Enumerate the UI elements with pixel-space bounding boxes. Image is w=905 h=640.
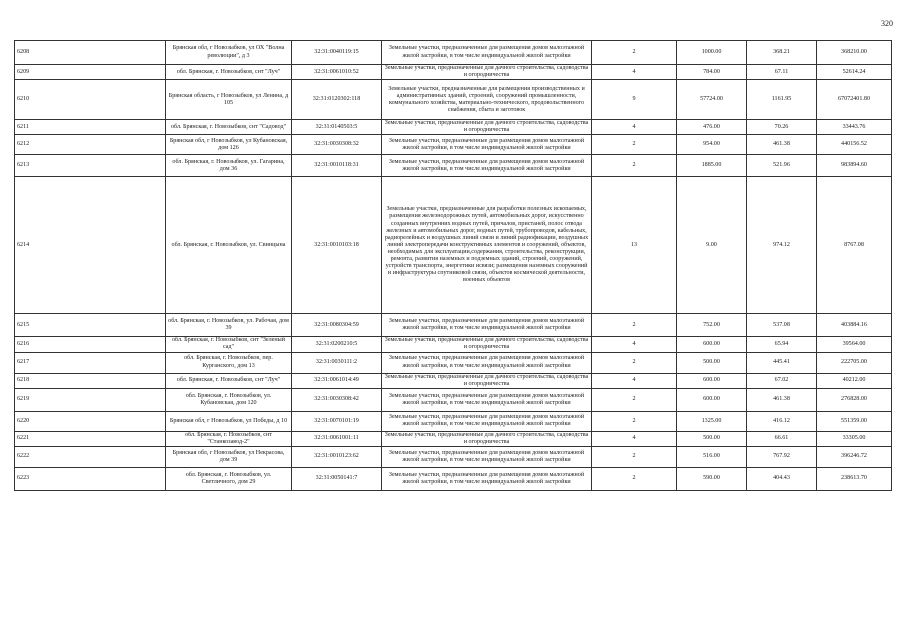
- table-row: [15, 120, 892, 135]
- area-cell: 752.00: [677, 314, 747, 337]
- area-cell: 600.00: [677, 373, 747, 388]
- table-row: [15, 352, 892, 373]
- cadastral-value-cell: 551359.00: [817, 411, 892, 431]
- cadastral-number-cell: 32:31:0050141:7: [292, 467, 382, 490]
- table-row: [15, 65, 892, 80]
- cadastral-number-cell: 32:31:0010118:31: [292, 155, 382, 177]
- specific-value-cell: 416.12: [747, 411, 817, 431]
- table-row: [15, 135, 892, 155]
- land-use-cell: Земельные участки, предназначенные для размещения производственных и административных зданий, строений, сооружений промышленности, коммунального хозяйства, материально-технического, продовольственного снабжения, сбыта и заготовок: [382, 80, 592, 120]
- group-number-cell: 2: [592, 155, 677, 177]
- table-row: [15, 155, 892, 177]
- cadastral-value-cell: 983894.60: [817, 155, 892, 177]
- land-use-cell: Земельные участки, предназначенные для размещения домов малоэтажной жилой застройки, в том числе индивидуальной жилой застройки: [382, 135, 592, 155]
- land-use-cell: Земельные участки, предназначенные для размещения домов малоэтажной жилой застройки, в том числе индивидуальной жилой застройки: [382, 155, 592, 177]
- specific-value-cell: 974.12: [747, 177, 817, 314]
- cadastral-value-cell: 33443.76: [817, 120, 892, 135]
- specific-value-cell: 70.26: [747, 120, 817, 135]
- address-cell: Брянская область, г Новозыбков, ул Ленина, д 105: [166, 80, 292, 120]
- table-row: [15, 411, 892, 431]
- cadastral-value-cell: 276828.00: [817, 388, 892, 411]
- group-number-cell: 2: [592, 352, 677, 373]
- area-cell: 516.00: [677, 446, 747, 467]
- cadastral-number-cell: 32:31:0040119:15: [292, 41, 382, 65]
- group-number-cell: 4: [592, 65, 677, 80]
- area-cell: 1325.00: [677, 411, 747, 431]
- group-number-cell: 4: [592, 373, 677, 388]
- area-cell: 954.00: [677, 135, 747, 155]
- cadastral-number-cell: 32:31:0030308:42: [292, 388, 382, 411]
- land-use-cell: Земельные участки, предназначенные для размещения домов малоэтажной жилой застройки, в том числе индивидуальной жилой застройки: [382, 41, 592, 65]
- cadastral-value-cell: 39564.00: [817, 337, 892, 352]
- cadastral-number-cell: 32:31:0070101:19: [292, 411, 382, 431]
- land-use-cell: Земельные участки, предназначенные для размещения домов малоэтажной жилой застройки, в том числе индивидуальной жилой застройки: [382, 388, 592, 411]
- table-row: [15, 373, 892, 388]
- row-number: 6221: [15, 431, 166, 446]
- area-cell: 476.00: [677, 120, 747, 135]
- land-use-cell: Земельные участки, предназначенные для дачного строительства, садоводства и огородничества: [382, 373, 592, 388]
- address-cell: обл. Брянская, г. Новозыбков, снт "Станкозавод-2": [166, 431, 292, 446]
- specific-value-cell: 67.11: [747, 65, 817, 80]
- land-use-cell: Земельные участки, предназначенные для размещения домов малоэтажной жилой застройки, в том числе индивидуальной жилой застройки: [382, 467, 592, 490]
- land-use-cell: Земельные участки, предназначенные для размещения домов малоэтажной жилой застройки, в том числе индивидуальной жилой застройки: [382, 314, 592, 337]
- cadastral-value-cell: 8767.08: [817, 177, 892, 314]
- row-number: 6211: [15, 120, 166, 135]
- address-cell: обл. Брянская, г. Новозыбков, ул. Светличного, дом 29: [166, 467, 292, 490]
- group-number-cell: 2: [592, 411, 677, 431]
- group-number-cell: 2: [592, 467, 677, 490]
- cadastral-value-cell: 33305.00: [817, 431, 892, 446]
- cadastral-number-cell: 32:31:0061001:11: [292, 431, 382, 446]
- page-number: 320: [881, 19, 893, 28]
- specific-value-cell: 461.38: [747, 135, 817, 155]
- land-use-cell: Земельные участки, предназначенные для дачного строительства, садоводства и огородничества: [382, 431, 592, 446]
- row-number: 6217: [15, 352, 166, 373]
- row-number: 6214: [15, 177, 166, 314]
- row-number: 6208: [15, 41, 166, 65]
- specific-value-cell: 404.43: [747, 467, 817, 490]
- row-number: 6216: [15, 337, 166, 352]
- land-use-cell: Земельные участки, предназначенные для размещения домов малоэтажной жилой застройки, в том числе индивидуальной жилой застройки: [382, 411, 592, 431]
- area-cell: 57724.00: [677, 80, 747, 120]
- table-row: [15, 467, 892, 490]
- specific-value-cell: 65.94: [747, 337, 817, 352]
- area-cell: 600.00: [677, 337, 747, 352]
- area-cell: 500.00: [677, 352, 747, 373]
- area-cell: 784.00: [677, 65, 747, 80]
- specific-value-cell: 445.41: [747, 352, 817, 373]
- cadastral-value-cell: 67072401.80: [817, 80, 892, 120]
- land-use-cell: Земельные участки, предназначенные для разработки полезных ископаемых, размещения железнодорожных путей, автомобильных дорог, искусственно созданных внутренних водных путей, причалов, пристаней, полос отвода железных и автомобильных дорог, водных путей, трубопроводов, кабельных, радиорелейных и воздушных линий связи и линий радиофикации, воздушных линий электропередачи конструктивных элементов и сооружений, объектов, необходимых для эксплуатации,содержания, строительства, реконструкции, ремонта, развития наземных и подземных зданий, строений, сооружений, устройств транспорта, энергетики исвязи; размещения наземных сооружений и инфраструктуры спутниковой связи, объектов космической деятельности, военных объектов: [382, 177, 592, 314]
- address-cell: Брянская обл, г Новозыбков, ул Кубановская, дом 126: [166, 135, 292, 155]
- address-cell: Брянская обл, г Новозыбков, ул Победы, д 10: [166, 411, 292, 431]
- area-cell: 500.00: [677, 431, 747, 446]
- address-cell: обл. Брянская, г. Новозыбков, ул. Гагарина, дом 36: [166, 155, 292, 177]
- specific-value-cell: 537.08: [747, 314, 817, 337]
- row-number: 6209: [15, 65, 166, 80]
- address-cell: Брянская обл, г Новозыбков, ул ОХ "Волна революции", д 3: [166, 41, 292, 65]
- cadastral-number-cell: 32:31:0200210:5: [292, 337, 382, 352]
- area-cell: 1000.00: [677, 41, 747, 65]
- area-cell: 9.00: [677, 177, 747, 314]
- table-row: [15, 431, 892, 446]
- group-number-cell: 4: [592, 120, 677, 135]
- row-number: 6219: [15, 388, 166, 411]
- address-cell: Брянская обл, г Новозыбков, ул Некрасова, дом 39: [166, 446, 292, 467]
- address-cell: обл. Брянская, г. Новозыбков, снт "Луч": [166, 373, 292, 388]
- cadastral-number-cell: 32:31:0030308:32: [292, 135, 382, 155]
- cadastral-number-cell: 32:31:0080304:59: [292, 314, 382, 337]
- table-row: [15, 388, 892, 411]
- row-number: 6223: [15, 467, 166, 490]
- address-cell: обл. Брянская, г. Новозыбков, ул. Кубановская, дом 120: [166, 388, 292, 411]
- specific-value-cell: 368.21: [747, 41, 817, 65]
- cadastral-number-cell: 32:31:0061014:49: [292, 373, 382, 388]
- specific-value-cell: 461.38: [747, 388, 817, 411]
- table-row: [15, 80, 892, 120]
- specific-value-cell: 767.92: [747, 446, 817, 467]
- address-cell: обл. Брянская, г. Новозыбков, ул. Рабочая, дом 39: [166, 314, 292, 337]
- table-body: [15, 41, 892, 491]
- table-row: [15, 446, 892, 467]
- specific-value-cell: 1161.95: [747, 80, 817, 120]
- row-number: 6215: [15, 314, 166, 337]
- table-row: [15, 337, 892, 352]
- cadastral-number-cell: 32:31:0010123:62: [292, 446, 382, 467]
- cadastral-value-cell: 52614.24: [817, 65, 892, 80]
- cadastral-value-cell: 403884.16: [817, 314, 892, 337]
- group-number-cell: 2: [592, 446, 677, 467]
- group-number-cell: 2: [592, 388, 677, 411]
- table-row: [15, 177, 892, 314]
- address-cell: обл. Брянская, г. Новозыбков, снт "Садовод": [166, 120, 292, 135]
- specific-value-cell: 66.61: [747, 431, 817, 446]
- cadastral-value-cell: 40212.00: [817, 373, 892, 388]
- land-use-cell: Земельные участки, предназначенные для дачного строительства, садоводства и огородничества: [382, 65, 592, 80]
- table-row: [15, 314, 892, 337]
- address-cell: обл. Брянская, г. Новозыбков, снт "Зеленый сад": [166, 337, 292, 352]
- row-number: 6212: [15, 135, 166, 155]
- group-number-cell: 2: [592, 314, 677, 337]
- land-use-cell: Земельные участки, предназначенные для размещения домов малоэтажной жилой застройки, в том числе индивидуальной жилой застройки: [382, 352, 592, 373]
- cadastral-value-cell: 368210.00: [817, 41, 892, 65]
- cadastral-value-cell: 440156.52: [817, 135, 892, 155]
- area-cell: 590.00: [677, 467, 747, 490]
- address-cell: обл. Брянская, г. Новозыбков, пер. Курганского, дом 13: [166, 352, 292, 373]
- row-number: 6222: [15, 446, 166, 467]
- group-number-cell: 9: [592, 80, 677, 120]
- row-number: 6213: [15, 155, 166, 177]
- cadastral-value-cell: 238613.70: [817, 467, 892, 490]
- cadastral-value-cell: 222705.00: [817, 352, 892, 373]
- group-number-cell: 2: [592, 41, 677, 65]
- table-row: [15, 41, 892, 65]
- group-number-cell: 4: [592, 431, 677, 446]
- cadastral-number-cell: 32:31:0010103:18: [292, 177, 382, 314]
- row-number: 6218: [15, 373, 166, 388]
- land-use-cell: Земельные участки, предназначенные для размещения домов малоэтажной жилой застройки, в том числе индивидуальной жилой застройки: [382, 446, 592, 467]
- address-cell: обл. Брянская, г. Новозыбков, ул. Свинцына: [166, 177, 292, 314]
- row-number: 6210: [15, 80, 166, 120]
- address-cell: обл. Брянская, г. Новозыбков, снт "Луч": [166, 65, 292, 80]
- area-cell: 600.00: [677, 388, 747, 411]
- land-use-cell: Земельные участки, предназначенные для дачного строительства, садоводства и огородничества: [382, 120, 592, 135]
- group-number-cell: 2: [592, 135, 677, 155]
- cadastral-value-cell: 396246.72: [817, 446, 892, 467]
- group-number-cell: 4: [592, 337, 677, 352]
- area-cell: 1885.00: [677, 155, 747, 177]
- group-number-cell: 13: [592, 177, 677, 314]
- cadastral-number-cell: 32:31:0030111:2: [292, 352, 382, 373]
- specific-value-cell: 521.96: [747, 155, 817, 177]
- specific-value-cell: 67.02: [747, 373, 817, 388]
- cadastral-value-table: [14, 40, 892, 491]
- cadastral-number-cell: 32:31:0061010:52: [292, 65, 382, 80]
- cadastral-number-cell: 32:31:0140503:5: [292, 120, 382, 135]
- cadastral-number-cell: 32:31:0120302:118: [292, 80, 382, 120]
- land-use-cell: Земельные участки, предназначенные для дачного строительства, садоводства и огородничества: [382, 337, 592, 352]
- row-number: 6220: [15, 411, 166, 431]
